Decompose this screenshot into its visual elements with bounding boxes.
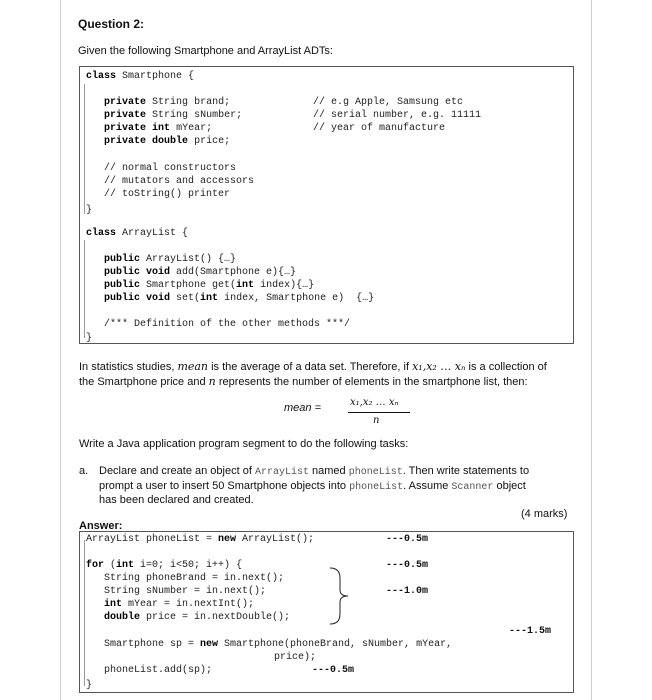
formula-denominator: n: [373, 415, 380, 426]
field-snumber-comment: // serial number, e.g. 11111: [313, 110, 482, 121]
task-marks: (4 marks): [521, 508, 568, 520]
smartphone-close-brace: }: [86, 205, 93, 216]
comment-tostring: // toString() printer: [104, 189, 231, 200]
mark-add: ---0.5m: [312, 665, 355, 676]
bracket-grouping: [326, 566, 352, 626]
answer-line-declare: ArrayList phoneList = new ArrayList();: [86, 534, 315, 545]
comment-constructors: // normal constructors: [104, 163, 237, 174]
answer-line-for: for (int i=0; i<50; i++) {: [86, 560, 243, 571]
task-part-label: a.: [79, 465, 89, 477]
answer-line-add: phoneList.add(sp);: [104, 665, 213, 676]
arraylist-indent-bar: [84, 240, 85, 338]
comment-other-methods: /*** Definition of the other methods ***/: [104, 319, 351, 330]
field-snumber: private String sNumber;: [104, 110, 243, 121]
field-myear: private int mYear;: [104, 123, 213, 134]
smartphone-class-header: class Smartphone {: [86, 71, 195, 82]
method-constructor: public ArrayList() {…}: [104, 254, 237, 265]
answer-line-sp-cont: price);: [274, 652, 317, 663]
stats-line-2: the Smartphone price and n represents the number of elements in the smartphone list, then:: [79, 375, 528, 388]
method-set: public void set(int index, Smartphone e) {…}: [104, 293, 375, 304]
field-price: private double price;: [104, 136, 231, 147]
answer-line-snumber: String sNumber = in.next();: [104, 586, 267, 597]
answer-line-sp: Smartphone sp = new Smartphone(phoneBrand, sNumber, mYear,: [104, 639, 453, 650]
question-title: Question 2:: [78, 17, 145, 31]
question-intro: Given the following Smartphone and ArrayList ADTs:: [78, 45, 333, 57]
answer-label: Answer:: [79, 520, 123, 532]
task-intro: Write a Java application program segment to do the following tasks:: [79, 438, 409, 450]
answer-line-price: double price = in.nextDouble();: [104, 612, 291, 623]
smartphone-indent-bar: [84, 84, 85, 214]
field-myear-comment: // year of manufacture: [313, 123, 446, 134]
stats-line-1: In statistics studies, mean is the average of a data set. Therefore, if x₁,x₂ … xₙ is a collection of: [79, 360, 547, 373]
answer-line-myear: int mYear = in.nextInt();: [104, 599, 255, 610]
task-line-3: has been declared and created.: [99, 494, 254, 506]
field-brand-comment: // e.g Apple, Samsung etc: [313, 97, 464, 108]
answer-indent-bar: [84, 540, 85, 686]
mark-construct: ---1.5m: [509, 626, 552, 637]
mark-inputs: ---1.0m: [386, 586, 429, 597]
method-get: public Smartphone get(int index){…}: [104, 280, 315, 291]
formula-lhs: mean =: [284, 402, 321, 414]
mark-for: ---0.5m: [386, 560, 429, 571]
task-line-1: Declare and create an object of ArrayList named phoneList. Then write statements to: [99, 465, 530, 478]
arraylist-close-brace: }: [86, 333, 93, 344]
comment-mutators: // mutators and accessors: [104, 176, 255, 187]
arraylist-class-header: class ArrayList {: [86, 228, 189, 239]
formula-fraction-bar: [348, 412, 410, 413]
method-add: public void add(Smartphone e){…}: [104, 267, 297, 278]
field-brand: private String brand;: [104, 97, 231, 108]
task-line-2: prompt a user to insert 50 Smartphone objects into phoneList. Assume Scanner object: [99, 480, 526, 493]
mark-declare: ---0.5m: [386, 534, 429, 545]
answer-close-brace: }: [86, 680, 93, 691]
formula-numerator: x₁,x₂ … xₙ: [350, 397, 399, 408]
answer-line-brand: String phoneBrand = in.next();: [104, 573, 285, 584]
